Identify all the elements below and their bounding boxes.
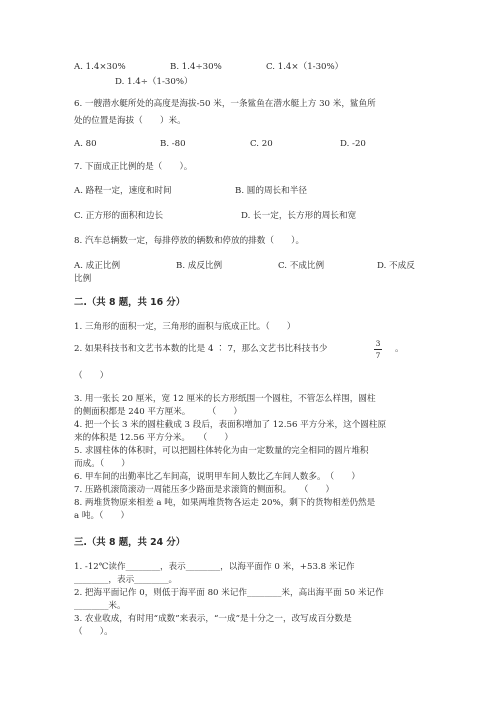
- s2-item-5-line1: 5. 求圆柱体的体积时，可以把圆柱体转化为由一定数量的完全相同的圆片堆积: [74, 446, 369, 456]
- s2-item-2: 2. 如果科技书和文艺书本数的比是 4 ∶ 7，那么文艺书比科技书少: [74, 344, 328, 354]
- q7-option-d: D. 长一定，长方形的周长和宽: [241, 211, 357, 221]
- q8-option-a: A. 成正比例: [74, 261, 121, 271]
- s3-item-2-line1: 2. 把海平面记作 0，则低于海平面 80 米记作________米，高出海平面 50 米记作: [74, 588, 384, 598]
- s3-item-3-line2: （ ）。: [74, 627, 113, 637]
- s2-item-3-line2: 的侧面积都是 240 平方厘米。 （ ）: [74, 407, 242, 417]
- option-d: D. 1.4÷（1-30%）: [115, 77, 193, 87]
- q6-option-d: D. -20: [340, 139, 366, 149]
- s2-item-3-line1: 3. 用一张长 20 厘米，宽 12 厘米的长方形纸围一个圆柱，不管怎么样围，圆柱: [74, 394, 376, 404]
- s2-item-4-line1: 4. 把一个长 3 米的圆柱截成 3 段后，表面积增加了 12.56 平方分米，这个圆柱原: [74, 420, 387, 430]
- s2-item-6: 6. 甲车间的出勤率比乙车间高，说明甲车间人数比乙车间人数多。 （ ）: [74, 472, 360, 482]
- q6-option-c: C. 20: [250, 139, 273, 149]
- q6-line1: 6. 一艘潜水艇所处的高度是海拔-50 米，一条鲨鱼在潜水艇上方 30 米，鲨鱼所: [74, 99, 376, 109]
- option-b: B. 1.4÷30%: [170, 62, 222, 72]
- s2-item-4-line2: 来的体积是 12.56 平方分米。 （ ）: [74, 433, 233, 443]
- option-c: C. 1.4×（1-30%）: [266, 62, 344, 72]
- q8-option-d-wrap: 比例: [74, 274, 92, 284]
- q8-option-b: B. 成反比例: [176, 261, 223, 271]
- q7-option-a: A. 路程一定，速度和时间: [74, 186, 172, 196]
- q6-option-b: B. -80: [160, 139, 186, 149]
- s2-item-5-line2: 而成。（ ）: [74, 459, 130, 469]
- q8-stem: 8. 汽车总辆数一定，每排停放的辆数和停放的排数（ ）。: [74, 236, 305, 246]
- s3-item-2-line2: ________米。: [74, 601, 126, 611]
- q8-option-d: D. 不成反: [377, 261, 415, 271]
- s2-item-2-answer: （ ）: [74, 371, 109, 381]
- q8-option-c: C. 不成比例: [278, 261, 325, 271]
- fraction-bar: [374, 349, 382, 350]
- section2-heading: 二.（共 8 题，共 16 分）: [74, 297, 186, 308]
- fraction-denominator: 7: [375, 351, 381, 360]
- q6-option-a: A. 80: [74, 139, 97, 149]
- q7-option-b: B. 圆的周长和半径: [235, 186, 307, 196]
- s2-item-7: 7. 压路机滚筒滚动一周能压多少路面是求滚筒的侧面积。 （ ）: [74, 485, 335, 495]
- q6-line2: 处的位置是海拔（ ）米。: [74, 116, 186, 126]
- section3-heading: 三.（共 8 题，共 24 分）: [74, 537, 186, 548]
- s2-item-8-line2: a 吨。（ ）: [74, 511, 130, 521]
- option-a: A. 1.4×30%: [74, 62, 126, 72]
- s2-item-1: 1. 三角形的面积一定，三角形的面积与底成正比。（ ）: [74, 322, 296, 332]
- q7-stem: 7. 下面成正比例的是（ ）。: [74, 162, 193, 172]
- q7-option-c: C. 正方形的面积和边长: [74, 211, 164, 221]
- s2-item-2-end: 。: [395, 344, 404, 354]
- s3-item-1-line2: ________，表示________。: [74, 575, 178, 585]
- s3-item-3-line1: 3. 农业收成，有时用“成数”来表示，“一成”是十分之一，改写成百分数是: [74, 614, 352, 624]
- s2-item-8-line1: 8. 两堆货物原来相差 a 吨，如果两堆货物各运走 20%，剩下的货物相差仍然是: [74, 498, 376, 508]
- s3-item-1-line1: 1. -12℃读作________，表示________，以海平面作 0 米，+53.8 米记作: [74, 562, 355, 572]
- fraction-numerator: 3: [375, 339, 381, 348]
